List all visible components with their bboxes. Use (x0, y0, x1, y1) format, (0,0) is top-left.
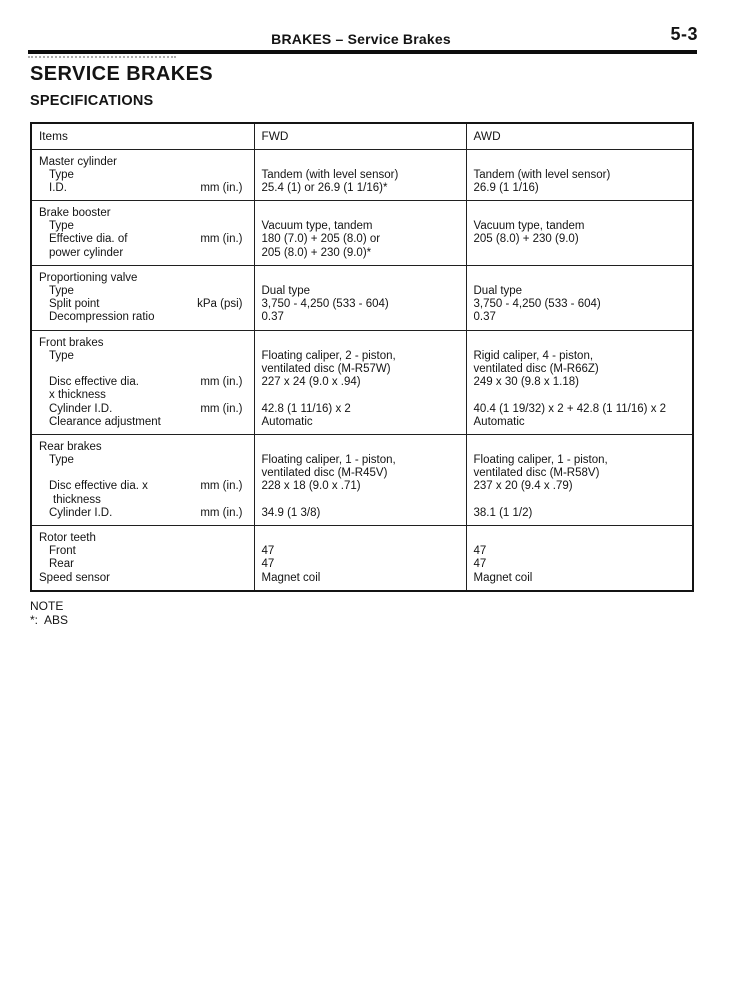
fwd-cell (254, 330, 466, 434)
spec-item-line (39, 572, 247, 585)
spec-item-label: Type (49, 168, 74, 181)
spec-value-fwd: 34.9 (1 3/8) (261, 506, 321, 519)
spec-value-fwd (262, 389, 459, 402)
spec-item-label: Proportioning valve (39, 271, 138, 284)
spec-item-line (39, 285, 247, 298)
spec-value-awd: 237 x 20 (9.4 x .79) (473, 480, 573, 493)
note-item: *: ABS (30, 613, 69, 628)
section-title: SERVICE BRAKES (30, 63, 214, 85)
table-header-row (31, 123, 693, 149)
spec-value-awd: 47 (473, 545, 487, 558)
spec-item-label: Cylinder I.D. (49, 506, 113, 519)
spec-value-fwd: Tandem (with level sensor) (261, 168, 399, 181)
spec-item-label: Clearance adjustment (49, 415, 161, 428)
spec-value-fwd (262, 532, 459, 545)
table-row (31, 265, 693, 330)
spec-item-line (39, 156, 247, 169)
note-label: NOTE (30, 598, 64, 613)
spec-item-line (39, 507, 247, 520)
spec-value-awd: 47 (473, 558, 487, 571)
spec-value-awd (474, 156, 686, 169)
spec-item-label: x thickness (49, 389, 106, 402)
spec-value-awd: Dual type (473, 285, 523, 297)
spec-value-fwd: 205 (8.0) + 230 (9.0)* (261, 246, 372, 259)
spec-value-awd: 205 (8.0) + 230 (9.0) (473, 233, 579, 246)
spec-value-awd: Magnet coil (473, 571, 533, 584)
spec-item-line (39, 454, 247, 467)
spec-value-awd: ventilated disc (M-R58V) (473, 467, 600, 480)
spec-item-line (39, 416, 247, 429)
spec-value-fwd: 47 (261, 558, 275, 571)
spec-item-label: Rear brakes (39, 440, 102, 453)
spec-item-line (39, 363, 247, 376)
spec-value-awd (474, 337, 686, 350)
spec-value-awd: 26.9 (1 1/16) (473, 181, 539, 194)
spec-value-awd: Automatic (473, 415, 525, 428)
spec-value-fwd (262, 272, 459, 285)
spec-item-label: I.D. (49, 181, 67, 194)
spec-item-line (39, 494, 247, 507)
spec-item-line (39, 480, 247, 493)
spec-item-line (39, 247, 247, 260)
spec-value-fwd (262, 494, 459, 507)
spec-value-fwd: 180 (7.0) + 205 (8.0) or (261, 233, 381, 246)
spec-value-fwd: ventilated disc (M-R57W) (261, 362, 391, 375)
column-header-fwd: FWD (254, 123, 466, 149)
spec-value-awd: 0.37 (473, 311, 496, 324)
spec-value-fwd: Dual type (261, 285, 311, 297)
running-header-title: BRAKES – Service Brakes (271, 31, 451, 47)
spec-value-fwd: Floating caliper, 1 - piston, (261, 454, 396, 467)
spec-item-line (39, 545, 247, 558)
spec-item-line (39, 467, 247, 480)
spec-unit-label: kPa (psi) (197, 298, 243, 311)
spec-value-awd (474, 441, 686, 454)
fwd-cell (254, 149, 466, 201)
spec-item-line (39, 272, 247, 285)
spec-item-label: Type (49, 349, 74, 362)
spec-value-fwd (262, 207, 459, 220)
spec-item-label: Effective dia. of (49, 233, 128, 246)
spec-value-awd: 249 x 30 (9.8 x 1.18) (473, 376, 579, 389)
spec-value-awd: Tandem (with level sensor) (473, 168, 611, 181)
items-cell (31, 149, 254, 201)
spec-item-label: Cylinder I.D. (49, 402, 113, 415)
subsection-title: SPECIFICATIONS (30, 93, 154, 109)
spec-item-line (39, 376, 247, 389)
spec-unit-label: mm (in.) (200, 233, 243, 246)
page-number: 5-3 (670, 24, 698, 44)
items-cell (31, 434, 254, 525)
scan-artifact-line (28, 56, 176, 58)
spec-item-line (39, 220, 247, 233)
spec-value-awd (474, 532, 686, 545)
spec-value-awd: 3,750 - 4,250 (533 - 604) (473, 298, 601, 311)
spec-value-awd: ventilated disc (M-R66Z) (473, 362, 599, 375)
spec-item-label: Split point (49, 298, 100, 311)
items-cell (31, 526, 254, 591)
spec-value-fwd: 3,750 - 4,250 (533 - 604) (261, 298, 389, 311)
spec-value-fwd: 0.37 (261, 311, 284, 324)
spec-value-awd: 38.1 (1 1/2) (473, 506, 533, 519)
table-row (31, 526, 693, 591)
spec-value-fwd (262, 337, 459, 350)
table-row (31, 201, 693, 266)
spec-value-awd (474, 272, 686, 285)
spec-item-label: Rear (49, 558, 74, 571)
spec-value-fwd (262, 441, 459, 454)
spec-value-fwd: 42.8 (1 11/16) x 2 (261, 402, 351, 415)
spec-item-line (39, 350, 247, 363)
awd-cell (466, 201, 693, 266)
awd-cell (466, 149, 693, 201)
spec-value-awd: Floating caliper, 1 - piston, (473, 454, 608, 467)
spec-item-label: thickness (53, 493, 101, 506)
header-divider-rule (28, 50, 697, 54)
awd-cell (466, 330, 693, 434)
spec-unit-label: mm (in.) (200, 480, 243, 493)
spec-item-line (39, 337, 247, 350)
spec-item-label (39, 363, 49, 376)
spec-value-fwd: Automatic (261, 415, 313, 428)
spec-value-awd (474, 247, 686, 260)
spec-item-label: Brake booster (39, 207, 111, 220)
spec-value-awd: Rigid caliper, 4 - piston, (473, 349, 594, 362)
table-row (31, 434, 693, 525)
items-cell (31, 265, 254, 330)
spec-item-label: Disc effective dia. (49, 376, 139, 389)
column-header-awd: AWD (466, 123, 693, 149)
spec-value-awd (474, 389, 686, 402)
spec-value-fwd: 25.4 (1) or 26.9 (1 1/16)* (261, 181, 388, 194)
spec-value-fwd: Floating caliper, 2 - piston, (261, 349, 396, 362)
spec-item-line (39, 532, 247, 545)
spec-value-fwd: Vacuum type, tandem (261, 220, 373, 233)
spec-item-line (39, 207, 247, 220)
spec-item-line (39, 311, 247, 324)
spec-item-label: Master cylinder (39, 155, 117, 168)
spec-item-label: Disc effective dia. x (49, 480, 148, 493)
spec-value-fwd: 227 x 24 (9.0 x .94) (261, 376, 361, 389)
spec-table-body (31, 149, 693, 591)
awd-cell (466, 434, 693, 525)
awd-cell (466, 526, 693, 591)
note-block (30, 599, 692, 628)
spec-item-label: Type (49, 285, 74, 297)
column-header-items: Items (31, 123, 254, 149)
spec-value-awd: Vacuum type, tandem (473, 220, 585, 233)
spec-item-label: Rotor teeth (39, 532, 96, 544)
spec-item-line (39, 558, 247, 571)
spec-item-line (39, 169, 247, 182)
spec-value-fwd: 228 x 18 (9.0 x .71) (261, 480, 361, 493)
spec-item-label: Front brakes (39, 336, 104, 349)
fwd-cell (254, 434, 466, 525)
fwd-cell (254, 526, 466, 591)
spec-item-label: Decompression ratio (49, 311, 155, 324)
spec-item-label: Type (49, 454, 74, 467)
spec-unit-label: mm (in.) (200, 181, 243, 194)
spec-item-line (39, 403, 247, 416)
spec-unit-label: mm (in.) (200, 506, 243, 519)
spec-value-fwd: ventilated disc (M-R45V) (261, 467, 388, 480)
specifications-table (30, 122, 694, 592)
spec-item-label: Speed sensor (39, 571, 110, 584)
spec-unit-label: mm (in.) (200, 376, 243, 389)
spec-item-label (39, 467, 49, 480)
spec-item-label: Front (49, 545, 76, 558)
spec-item-line (39, 389, 247, 402)
spec-unit-label: mm (in.) (200, 402, 243, 415)
spec-item-label: Type (49, 220, 74, 233)
fwd-cell (254, 201, 466, 266)
items-cell (31, 330, 254, 434)
spec-value-awd: 40.4 (1 19/32) x 2 + 42.8 (1 11/16) x 2 (473, 402, 667, 415)
spec-value-fwd: 47 (261, 545, 275, 558)
spec-item-line (39, 441, 247, 454)
spec-value-awd (474, 494, 686, 507)
table-row (31, 330, 693, 434)
items-cell (31, 201, 254, 266)
fwd-cell (254, 265, 466, 330)
spec-value-awd (474, 207, 686, 220)
spec-value-fwd: Magnet coil (261, 571, 321, 584)
table-row (31, 149, 693, 201)
spec-item-line (39, 298, 247, 311)
spec-item-line (39, 233, 247, 246)
awd-cell (466, 265, 693, 330)
spec-item-label: power cylinder (49, 246, 124, 259)
page-content (30, 122, 692, 628)
spec-item-line (39, 182, 247, 195)
spec-value-fwd (262, 156, 459, 169)
